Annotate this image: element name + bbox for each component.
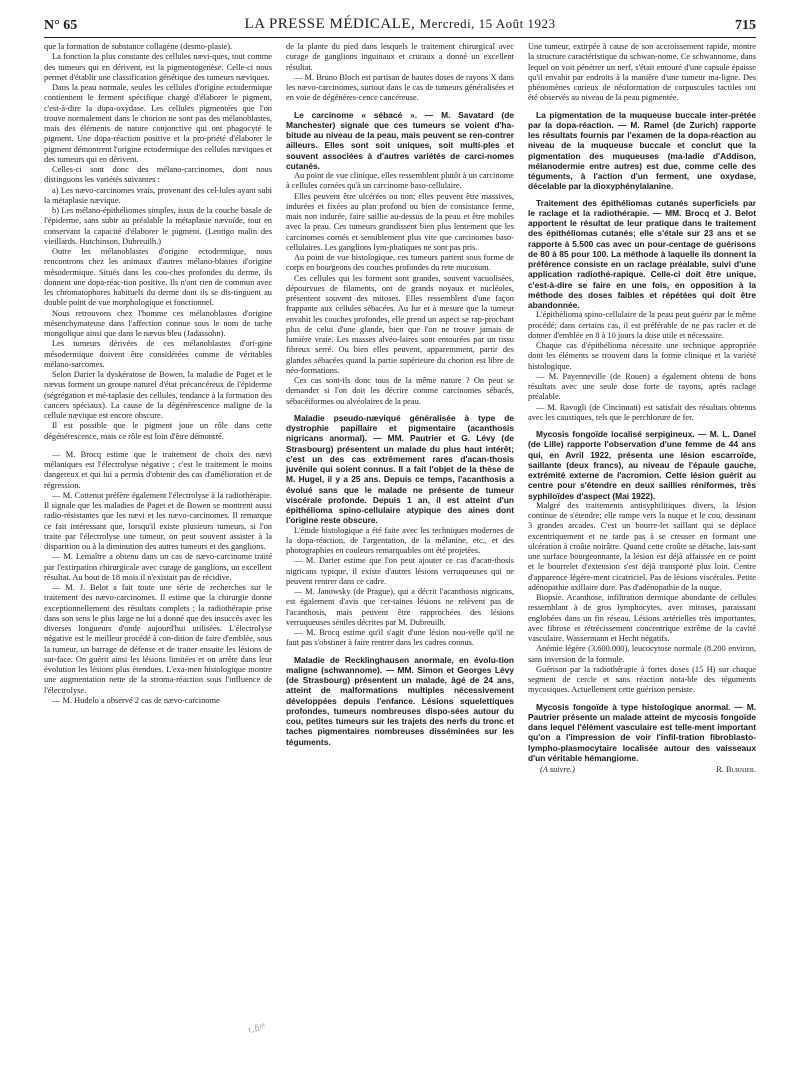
paragraph: Nous retrouvons chez l'homme ces mélanoblastes d'origine mésenchymateuse dans l'affection connue sous le nom de tache mongolique ainsi que dans le nævus bleu (Jadassohn). <box>44 308 272 338</box>
paragraph: — M. Bruno Bloch est partisan de hautes doses de rayons X dans les nævo-carcinomes, surtout dans le cas de tumeurs généralisées et en voie de dégénéres-cence cancéreuse. <box>286 72 514 103</box>
article-signature <box>528 765 756 775</box>
paragraph: — M. Lemaître a obtenu dans un cas de nævo-carcinome traité par l'extirpation chirurgicale avec curage de ganglions, un excellent résultat. Au bout de 18 mois il n'existait pas de récidive. <box>44 552 272 582</box>
paragraph: L'étude histologique a été faite avec les techniques modernes de la dopa-réaction, de l'argentation, de la mélanine, etc., et des photographies en couleurs remarquables ont été projetées. <box>286 525 514 555</box>
paragraph: Ces cellules qui les forment sont grandes, souvent vacuolisées, dépourvues de filaments, ont de grands noyaux et nucléoles, présentent souvent des mitoses. Elles ressemblent d'une façon frappante aux cellules sébacées. Au fur et à mesure que la tumeur envahit les couches profondes, elle prend un aspect se rap-prochant plus de celui d'une glande, bien que l'on ne trouve jamais de lumière vraie. Les masses alvéo-laires sont entourées par un tissu fibreux serré. Ou bien elles peuvent, apparemment, partir des glandes sébacées quand la partie supérieure du chorion est libre de néo-formations. <box>286 273 514 375</box>
paragraph: Elles peuvent être ulcérées ou non; elles peuvent être massives, indurées et fixées au plan profond ou bien de consistance ferme, mais non indurée, faire saillie au-dessus de la peau et être mobiles avec la peau. Ces tumeurs grandissent bien plus lentement que les carcinomes cornés et sensiblement plus vite que carcinomes baso-cellulaires. Les ganglions lym-phatiques ne sont pas pris. <box>286 191 514 252</box>
paragraph: Anémie légère (3.600.000), leucocytose normale (8.200 environ, sans inversion de la formule. <box>528 644 756 664</box>
paragraph: que la formation de substance collagène (desmo-plasie). <box>44 42 233 51</box>
page-number: 715 <box>735 18 756 33</box>
paragraph: — M. Brocq estime qu'il s'agit d'une lésion nou-velle qu'il ne faut pas s'obstiner à faire rentrer dans les cadres connus. <box>286 628 514 648</box>
paragraph: Une tumeur, extirpée à cause de son accroissement rapide, montre la structure caractéristique du schwan-nome. Ce schwannome, dans lequel on voit pénétrer un nerf, s'était entouré d'une capsule épaisse qu'il envahit par endroits à la manière d'une tumeur ma-ligne. Des phénomènes curieux de néoformation de corpuscules tactiles ont été observés au niveau de la peau pigmentée. <box>528 42 756 103</box>
paragraph: La fonction la plus constante des cellules nævi-ques, tout comme des tumeurs qui en dérivent, est la pigmentogenèse. Celle-ci nous permet d'établir une classification génétique des tumeurs næviques. <box>44 52 272 82</box>
column-1 <box>44 42 272 706</box>
paragraph: — M. Janowsky (de Prague), qui a décrit l'acanthosis nigricans, est également d'avis que cer-taines lésions ne relèvent pas de l'acanthosis, mais peuvent être rapprochées des lésions verruqueuses séniles décrites par M. Dubreuilh. <box>286 587 514 627</box>
paragraph: Les tumeurs dérivées de ces mélanoblastes d'ori-gine mésodermique doivent être considérées comme de véritables mélano-sarcomes. <box>44 339 272 369</box>
column-2 <box>286 42 514 747</box>
paragraph: a) Les nævo-carcinomes vrais, provenant des cel-lules ayant subi la métaplasie nævique. <box>44 185 272 205</box>
paragraph: — M. J. Belot a fait toute une série de recherches sur le traitement des nævo-carcinomes. Il estime que la chirurgie donne exceptionnellement des résultats complets ; la radiothérapie prise dans son sens le plus large ne lui a donné que des insuccès avec les diverses longueurs d'onde aujourd'hui utilisées. L'électrolyse négative est le meilleur procédé à con-dition de faire d'emblée, sous la tumeur, un barrage de défense et de traiter ensuite les lésions de sur-face. On guérit ainsi les lésions limitées et on arrête dans leur évolution les lésions plus étendues. L'exa-men histologique montre une augmentation nette de la stroma-réaction sous l'influence de l'électrolyse. <box>44 583 272 695</box>
paragraph: — M. Ravogli (de Cincinnati) est satisfait des résultats obtenus avec les caustiques, tels que le perchlorure de fer. <box>528 402 756 422</box>
paragraph: Biopsie. Acanthose, infiltration dermique abondante de cellules ressemblant à de gros lymphocytes, avec mitoses, paraissant englobées dans un fin réseau. Lésions artérielles très importantes, avec fibrose et rétrécissement concentrique extrême de la cavité vasculaire. Wassermann et Hecht négatifs. <box>528 593 756 643</box>
section-heading: La pigmentation de la muqueuse buccale inter-prétée par la dopa-réaction. — M. Ramel (de Zurich) rapporte les résultats fournis par l'examen de la dopa-réaction au niveau de la muqueuse buccale et conclut que la pigmentation des muqueuses (ma-ladie d'Addison, mélanodermie entre autres) est due, comme celle des téguments, à l'action d'un ferment, une oxydase, décelable par la dioxyphénylalanine. <box>528 109 756 192</box>
continued-note: (A suivre.) <box>540 765 575 774</box>
paragraph: b) Les mélano-épithéliomes simples, issus de la couche basale de l'épiderme, sans subir au préalable la métaplasie nævoïde, tout en conservant la capacité d'élaborer le pigment. (Lentigo malin des vieillards. Hutchinson, Dubreuilh.) <box>44 206 272 246</box>
paragraph: — M. Payenneville (de Rouen) a également obtenu de bons résultats avec une seule dose forte de rayons, après raclage préalable. <box>528 371 756 402</box>
paragraph: Ces cas sont-ils donc tous de la même nature ? On peut se demander si l'on doit les décrire comme carcinomes sébacés, sébacéiformes ou alvéolaires de la peau. <box>286 376 514 406</box>
running-header <box>44 14 756 36</box>
issue-number: N° 65 <box>44 18 78 33</box>
section-heading: Maladie de Recklinghausen anormale, en évolu-tion maligne (schwannome). — MM. Simon et Georges Lévy (de Strasbourg) présentent un malade, âgé de 24 ans, atteint de malformations multiples nécessivement développées depuis l'enfance. Lésions squelettiques profondes, tumeurs nombreuses dispo-sées autour du cou, petites tumeurs sur les trajets des nerfs du tronc et taches pigmentaires nombreuses disséminées sur les téguments. <box>286 654 514 747</box>
paragraph: Au point de vue clinique, elles ressemblent plutôt à un carcinome à cellules cornées qu'à un carcinome baso-cellulaire. <box>286 171 514 191</box>
paragraph: — M. Hudelo a observé 2 cas de nævo-carcinome <box>52 695 220 705</box>
paragraph: Dans la peau normale, seules les cellules d'origine ectodermique contiennent le ferment spécifique chargé d'élaborer le pigment, c'est-à-dire la dopa-oxydase. Les cellules pigmentées que l'on trouve normalement dans le chorion ne sont pas des mélanoblastes, mais des éléments de nature conjonctive qui ont phagocyté le pigment. Une dopa-réaction positive et la pro-priété d'élaborer le pigment démontrent l'origine ectodermique des cellules næviques et des tumeurs qui en dérivent. <box>44 83 272 164</box>
column-3 <box>528 42 756 775</box>
paragraph: de la plante du pied dans lesquels le traitement chirurgical avec curage de ganglions inguinaux et cruraux a donné un excellent résultat. <box>286 42 514 72</box>
header-rule <box>44 37 756 38</box>
journal-name: LA PRESSE MÉDICALE, <box>244 16 416 32</box>
paragraph: Outre les mélanoblastes d'origine ectodermique, nous rencontrons chez les animaux d'autres mélano-blastes d'origine mésodermique. Situés dans les cou-ches profondes du derme, ils donnent une dopa-réac-tion positive. Ils n'ont rien de commun avec les chromatophores habituels du derme dont ils se dis-tinguent au double point de vue morphologique et fonctionnel. <box>44 247 272 308</box>
paragraph: Malgré des traitements antisyphilitiques divers, la lésion continue de s'étendre; elle rampe vers la nuque et le cou, dessinant 3 grandes arcades. C'est un bourre-let saillant qui se déplace excentriquement et ne tarde pas à se creuser en formant une ulcération à croûte noirâtre. Quand cette croûte se détache, lais-sant une surface bourgeonnante, la lésion est déjà affaissée en ce point et le bourrelet d'extension s'est déjà transporté plus loin. Centre d'apparence légère-ment cicatriciel. Pas de lésions viscérales. Petite adénopathie axillaire dure. Pas d'adénopathie de la nuque. <box>528 500 756 592</box>
section-heading: Mycosis fongoïde à type histologique anormal. — M. Pautrier présente un malade atteint de mycosis fongoïde dans lequel l'élément vasculaire est telle-ment important qu'on a l'impression de voir l'infil-tration fibroblasto-lympho-plasmocytaire localisée autour des vaisseaux d'un véritable hémangiome. <box>528 701 756 763</box>
section-heading: Traitement des épithéliomas cutanés superficiels par le raclage et la radiothérapie. — MM. Brocq et J. Belot apportent le résultat de leur pratique dans le traitement des épithéliomas cutanés; elle s'étale sur 23 ans et se rapporte à 5.500 cas avec un pour-centage de guérisons de 80 à 85 pour 100. La méthode à laquelle ils donnent la préférence consiste en un raclage préalable, suivi d'une application radiothé-rapique. Celle-ci doit être unique, c'est-à-dire se faire en une fois, en opposition à la méthode des doses faibles et répétées qui doit être abandonnée. <box>528 197 756 310</box>
journal-title <box>44 16 756 33</box>
paragraph: Chaque cas d'épithélioma nécessite une technique appropriée dont les éléments se trouvent dans la forme clinique et la variété histologique. <box>528 341 756 371</box>
paragraph: — M. Cottenot préfère également l'électrolyse à la radiothérapie. Il signale que les maladies de Paget et de Bowen se montrent aussi radio-résistantes que les nævi et les nævo-carcinomes. Il remarque ce fait intéressant que, lorsqu'il existe plusieurs tumeurs, si l'on traite par l'électrolyse une tumeur, on peut souvent assister à la disparition ou à la diminution des autres tumeurs et des ganglions. <box>44 490 272 551</box>
issue-date: Mercredi, 15 Août 1923 <box>419 16 556 31</box>
paragraph: Guérison par la radiothérapie à fortes doses (15 H) sur chaque segment de cercle et sans réaction nota-ble des téguments mycosiques. Actuellement cette guérison persiste. <box>528 664 756 695</box>
paragraph: Il est possible que le pigment joue un rôle dans cette dégénérescence, mais ce rôle est loin d'être démontré. <box>44 421 272 441</box>
section-heading: Mycosis fongoïde localisé serpigineux. — M. L. Danel (de Lille) rapporte l'observation d'une femme de 44 ans qui, en Avril 1922, présenta une lésion escarroïde, saillante (deux francs), au niveau de l'épaule gauche, extrémité externe de l'acromion. Cette lésion guérit au centre pour s'étendre en deux saillies réniformes, très syphiloïdes d'aspect (Mai 1922). <box>528 429 756 501</box>
paragraph: — M. Brocq estime que le traitement de choix des nævi mélaniques est l'électrolyse négative ; c'est le traitement le moins dangereux et qui lui a permis d'obtenir des cas d'amélioration et de régression. <box>44 449 272 490</box>
paragraph: Au point de vue histologique, ces tumeurs partent sous forme de corps en bourgeons des couches profondes du rete mucosum. <box>286 253 514 273</box>
paragraph: Celles-ci sont donc des mélano-carcinomes, dont nous distinguons les variétés suivantes : <box>44 165 272 185</box>
section-heading: Le carcinome « sébacé ». — M. Savatard (de Manchester) signale que ces tumeurs se voient d'ha-bitude au niveau de la peau, mais peuvent se ren-contrer ailleurs. Elles sont soit uniques, soit multi-ples et souvent associées à d'autres variétés de carci-nomes cutanés. <box>286 109 514 171</box>
author-signature: R. Burnier. <box>716 765 756 774</box>
margin-annotation: ɩ‚ɦᵖᵗ <box>247 1022 267 1036</box>
paragraph: — M. Darier estime que l'on peut ajouter ce cas d'acan-thosis nigricans typique, il existe d'autres lésions verruqueuses qui ne peuvent rentrer dans ce cadre. <box>286 556 514 586</box>
paragraph: L'épithélioma spino-cellulaire de la peau peut guérir par le même procédé; dans certains cas, il est préférable de ne pas racler et de donner d'emblée en 8 à 10 jours la dose utile et nécessaire. <box>528 310 756 340</box>
paragraph: Selon Darier la dyskératose de Bowen, la maladie de Paget et le nævus forment un groupe naturel d'état précancéreux de l'épiderme (ségrégation et mé-taplasie des cellules, tendance à la formation des cancers spéciaux). La cause de la dégénérescence maligne de la cellule nævique est encore obscure. <box>44 370 272 420</box>
section-heading: Maladie pseudo-næviqué généralisée à type de dystrophie papillaire et pigmentaire (acanthosis nigricans anormal). — MM. Pautrier et G. Lévy (de Strasbourg) présentent un malade du plus haut intérêt; c'est un des cas extrêmement rares d'acan-thosis juvénile qui soient connus. Il a fait l'objet de la thèse de M. Hugel, il y a 25 ans. Depuis ce temps, l'acanthosis a évolué sans que le malade ne présente de tumeur viscérale profonde. Depuis 1 an, il est atteint d'un épithélioma spino-cellulaire atypique des aines dont l'origine reste obscure. <box>286 412 514 526</box>
